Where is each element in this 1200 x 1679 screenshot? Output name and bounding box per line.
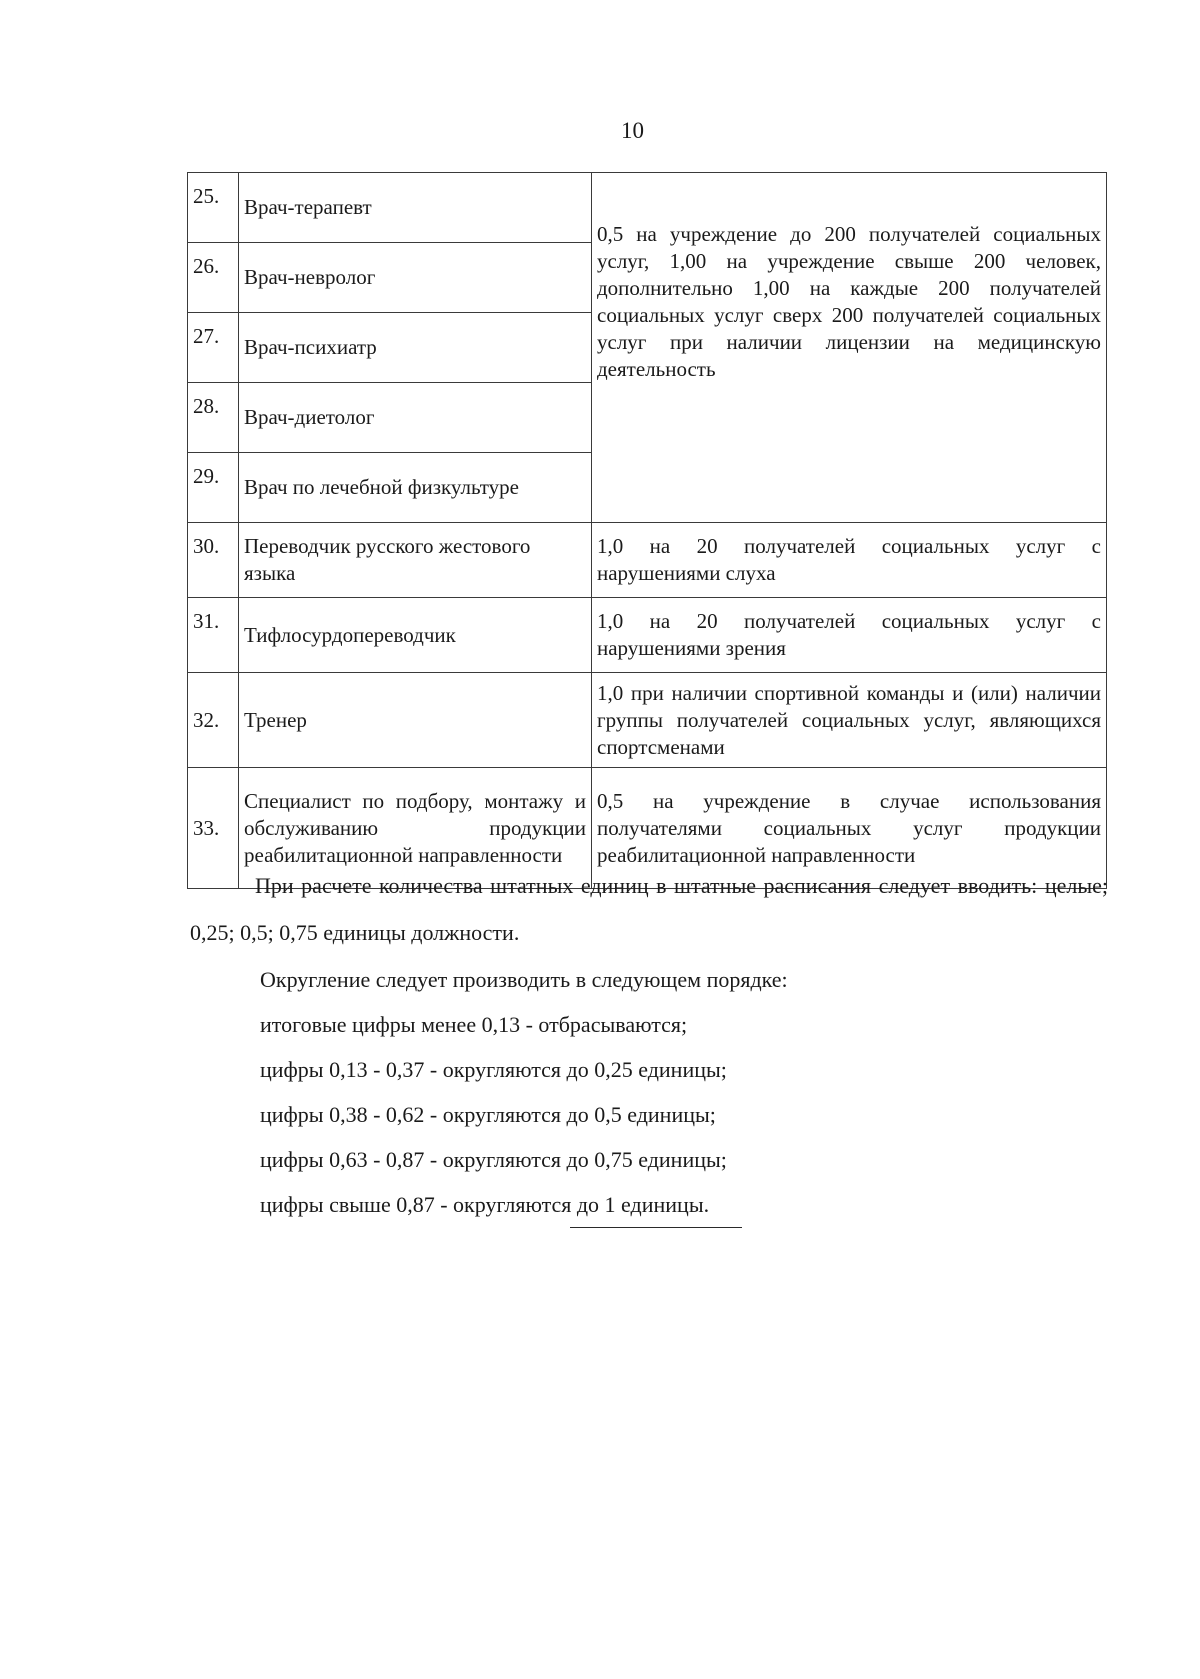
rounding-rule: цифры 0,13 - 0,37 - округляются до 0,25 единицы; <box>260 1057 727 1082</box>
position-name: Врач по лечебной физкультуре <box>239 453 592 523</box>
position-name: Врач-психиатр <box>239 313 592 383</box>
row-number: 29. <box>188 453 239 523</box>
position-name: Переводчик русского жестового языка <box>239 523 592 598</box>
table-row <box>188 173 1107 243</box>
rounding-rule: цифры 0,38 - 0,62 - округляются до 0,5 единицы; <box>260 1102 716 1127</box>
staffing-norm: 1,0 на 20 получателей социальных услуг с нарушениями слуха <box>592 523 1107 598</box>
staff-units-paragraph: При расчете количества штатных единиц в штатные расписания следует вводить: целые; 0,25; 0,5; 0,75 единицы должности. <box>190 873 1108 945</box>
position-name: Врач-терапевт <box>239 173 592 243</box>
position-name: Тифлосурдопереводчик <box>239 598 592 673</box>
row-number: 32. <box>188 673 239 768</box>
staffing-norm: 1,0 при наличии спортивной команды и (или) наличии группы получателей социальных услуг, являющихся спортсменами <box>592 673 1107 768</box>
staffing-norm-merged: 0,5 на учреждение до 200 получателей социальных услуг, 1,00 на учреждение свыше 200 человек, дополнительно 1,00 на каждые 200 получателей социальных услуг сверх 200 получателей социальных услуг при наличии лицензии на медицинскую деятельность <box>592 173 1107 523</box>
staffing-norm: 1,0 на 20 получателей социальных услуг с нарушениями зрения <box>592 598 1107 673</box>
position-name: Тренер <box>239 673 592 768</box>
rounding-intro: Округление следует производить в следующем порядке: <box>260 967 788 992</box>
position-name: Врач-диетолог <box>239 383 592 453</box>
table-row <box>188 673 1107 768</box>
row-number: 25. <box>188 173 239 243</box>
page-number: 10 <box>621 118 644 143</box>
row-number: 33. <box>188 768 239 889</box>
row-number: 30. <box>188 523 239 598</box>
table-row <box>188 523 1107 598</box>
row-number: 26. <box>188 243 239 313</box>
table-row <box>188 598 1107 673</box>
position-name: Врач-невролог <box>239 243 592 313</box>
rounding-rule: цифры свыше 0,87 - округляются до 1 единицы. <box>260 1192 710 1217</box>
rounding-rule: цифры 0,63 - 0,87 - округляются до 0,75 единицы; <box>260 1147 727 1172</box>
rounding-instructions <box>190 862 1108 1226</box>
staffing-norm: 0,5 на учреждение в случае использования получателями социальных услуг продукции реабилитационной направленности <box>592 768 1107 889</box>
row-number: 28. <box>188 383 239 453</box>
row-number: 31. <box>188 598 239 673</box>
staffing-table <box>187 172 1107 889</box>
end-divider-line <box>570 1227 742 1228</box>
position-name: Специалист по подбору, монтажу и обслуживанию продукции реабилитационной направленности <box>239 768 592 889</box>
row-number: 27. <box>188 313 239 383</box>
rounding-rule: итоговые цифры менее 0,13 - отбрасываются; <box>260 1012 688 1037</box>
